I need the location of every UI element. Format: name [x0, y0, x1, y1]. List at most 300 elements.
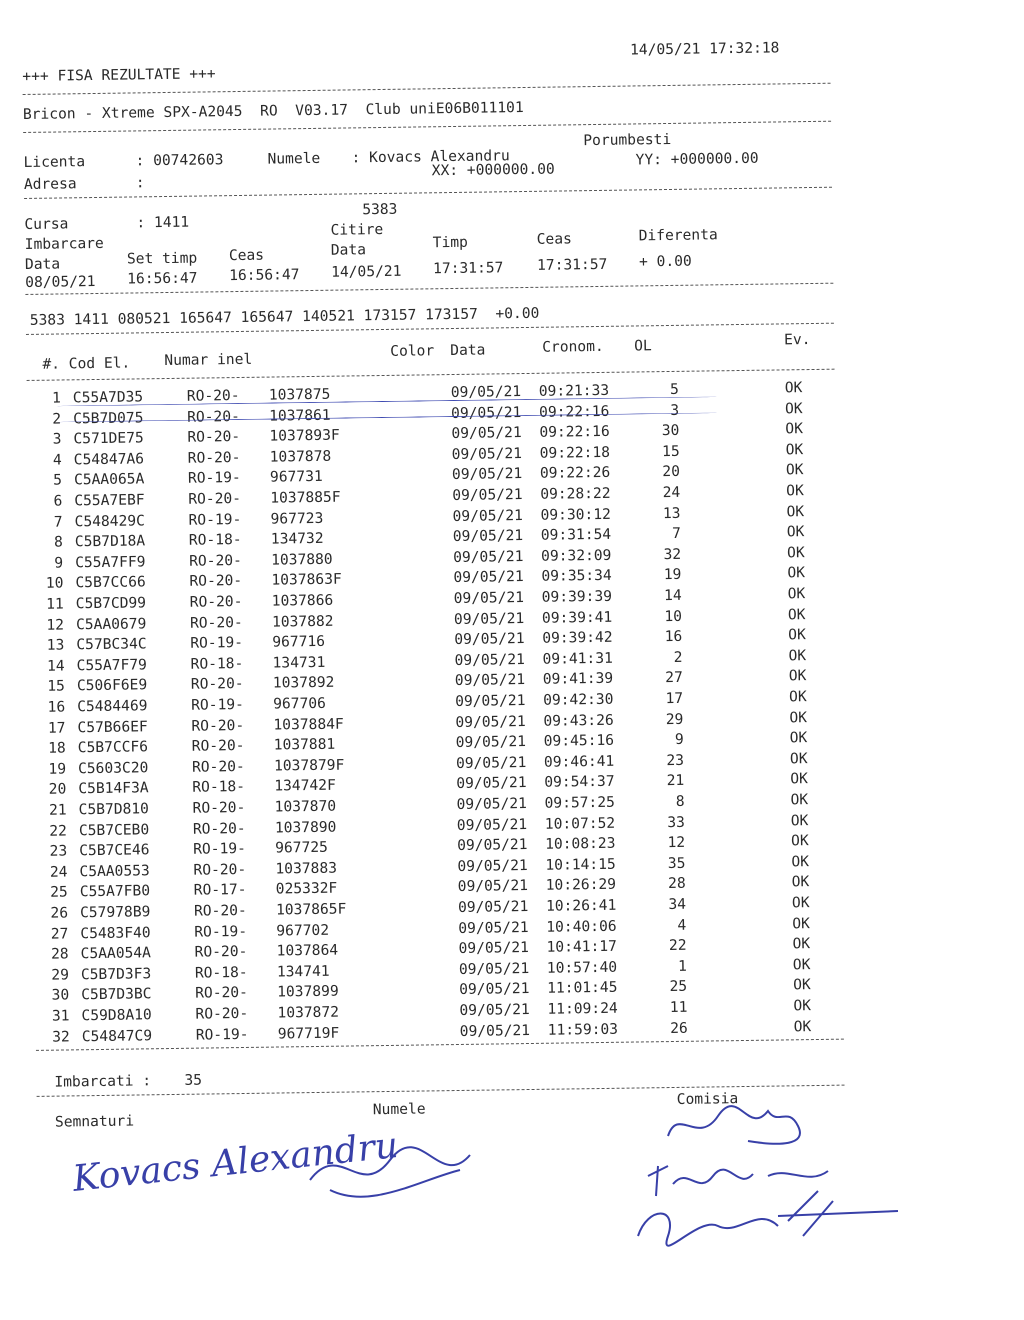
cod-el: C54847C9 — [81, 1026, 153, 1045]
row-number: 21 — [48, 801, 67, 819]
arrival-date: 09/05/21 — [453, 547, 524, 566]
ring-number: 1037885F — [270, 488, 341, 507]
imbarcare-data: 08/05/21 — [25, 272, 96, 291]
row-number: 30 — [51, 986, 70, 1005]
handwritten-signature: Kovacs Alexandru — [70, 1125, 400, 1200]
ring-series: RO-18- — [192, 778, 246, 797]
ring-number: 134741 — [276, 962, 330, 981]
ol-rank: 1 — [677, 957, 687, 975]
row-number: 17 — [47, 719, 66, 737]
ring-series: RO-19- — [191, 695, 244, 714]
arrival-time: 09:22:16 — [538, 402, 610, 421]
separator — [23, 83, 831, 95]
arrival-date: 09/05/21 — [452, 506, 523, 525]
cod-el: C5B7D810 — [78, 800, 150, 819]
ev-status: OK — [791, 873, 810, 891]
arrival-time: 09:39:41 — [541, 608, 613, 627]
ev-status: OK — [791, 894, 810, 912]
ol-rank: 28 — [668, 875, 686, 893]
cod-el: C5B14F3A — [78, 779, 149, 798]
citire-label: Citire — [330, 220, 384, 239]
col-diferenta: Diferenta — [638, 226, 718, 245]
arrival-time: 10:57:40 — [546, 958, 618, 977]
arrival-date: 09/05/21 — [450, 403, 522, 422]
row-number: 6 — [53, 492, 63, 510]
row-number: 11 — [46, 595, 64, 613]
ring-number: 1037882 — [271, 612, 334, 631]
cod-el: C55A7FF9 — [75, 553, 146, 572]
cod-el: C5483F40 — [80, 923, 151, 942]
arrival-time: 09:21:33 — [538, 381, 610, 400]
arrival-date: 09/05/21 — [458, 939, 529, 958]
ring-number: 1037880 — [271, 550, 333, 569]
arrival-date: 09/05/21 — [454, 630, 525, 649]
col-ceas2: Ceas — [536, 230, 572, 248]
arrival-date: 09/05/21 — [455, 753, 527, 772]
cod-el: C54847A6 — [73, 450, 145, 469]
arrival-date: 09/05/21 — [451, 424, 522, 443]
imbarcati-value: 35 — [184, 1071, 203, 1089]
ol-rank: 7 — [671, 525, 681, 543]
cod-el: C506F6E9 — [76, 676, 148, 695]
adresa-label: Adresa — [23, 175, 77, 193]
ring-series: RO-19- — [194, 922, 248, 941]
ol-rank: 23 — [666, 751, 685, 769]
ev-status: OK — [786, 523, 805, 541]
ring-number: 967716 — [272, 633, 326, 651]
yy-coordinate: YY: +000000.00 — [635, 149, 759, 169]
arrival-date: 09/05/21 — [450, 383, 522, 402]
ev-status: OK — [792, 914, 810, 932]
col-set-timp: Set timp — [126, 249, 198, 268]
separator — [23, 121, 831, 133]
ring-series: RO-20- — [187, 448, 241, 467]
ring-number: 1037863F — [271, 570, 342, 589]
cod-el: C59D8A10 — [81, 1006, 152, 1025]
ring-number: 1037899 — [277, 983, 339, 1001]
ev-status: OK — [793, 1017, 812, 1035]
cod-el: C5B7D075 — [73, 408, 144, 427]
ol-rank: 34 — [668, 895, 687, 914]
ring-series: RO-20- — [191, 737, 245, 755]
row-number: 20 — [48, 780, 67, 799]
table-header-nr: #. Cod El. — [42, 354, 131, 373]
arrival-time: 09:45:16 — [543, 731, 615, 750]
ring-number: 1037864 — [276, 941, 339, 960]
ol-rank: 16 — [664, 628, 683, 646]
ev-status: OK — [791, 852, 810, 871]
ring-series: RO-19- — [193, 840, 247, 858]
ol-rank: 24 — [662, 483, 681, 502]
arrival-date: 09/05/21 — [453, 589, 525, 608]
ev-status: OK — [792, 935, 811, 953]
imbarcare-set-timp: 16:56:47 — [127, 269, 198, 288]
numele-label: Numele — [267, 149, 321, 168]
row-number: 32 — [52, 1028, 70, 1046]
arrival-date: 09/05/21 — [458, 918, 529, 937]
ol-rank: 5 — [669, 380, 679, 398]
row-number: 19 — [48, 760, 67, 778]
ol-rank: 29 — [665, 710, 684, 728]
arrival-time: 09:54:37 — [544, 773, 615, 792]
ring-series: RO-20- — [187, 428, 241, 446]
ring-number: 1037870 — [274, 797, 337, 816]
arrival-time: 09:42:30 — [543, 690, 614, 709]
ol-rank: 35 — [667, 854, 686, 872]
arrival-date: 09/05/21 — [453, 609, 525, 628]
col-timp: Timp — [432, 233, 469, 252]
cod-el: C548429C — [74, 511, 145, 530]
arrival-date: 09/05/21 — [457, 898, 529, 916]
ring-number: 025332F — [275, 880, 338, 898]
arrival-time: 11:01:45 — [547, 979, 618, 998]
ev-status: OK — [793, 997, 812, 1015]
ol-rank: 27 — [665, 669, 683, 687]
imbarcati-label: Imbarcati : — [54, 1072, 152, 1091]
ev-status: OK — [789, 749, 808, 768]
col-data: Data — [24, 255, 61, 273]
citire-ceas: 17:31:57 — [536, 255, 608, 274]
arrival-date: 09/05/21 — [454, 671, 526, 690]
ring-number: 1037861 — [269, 406, 331, 425]
ring-series: RO-20- — [192, 798, 246, 817]
table-header-cronom: Cronom. — [542, 337, 604, 356]
row-number: 1 — [51, 389, 61, 407]
row-number: 3 — [52, 430, 62, 448]
licenta-value: : 00742603 — [135, 151, 224, 170]
commission-signatures — [628, 1096, 908, 1256]
ev-status: OK — [787, 585, 806, 603]
arrival-date: 09/05/21 — [452, 527, 524, 546]
ol-rank: 26 — [670, 1019, 688, 1037]
arrival-date: 09/05/21 — [456, 774, 527, 793]
ol-rank: 32 — [663, 545, 682, 563]
ring-series: RO-19- — [187, 469, 241, 488]
ev-status: OK — [788, 626, 806, 644]
ring-series: RO-20- — [186, 386, 240, 405]
sheet-title: +++ FISA REZULTATE +++ — [22, 65, 216, 85]
ring-number: 1037883 — [275, 859, 338, 878]
row-number: 15 — [47, 677, 66, 696]
numele-signature-label: Numele — [372, 1100, 426, 1119]
row-number: 4 — [52, 451, 62, 469]
ring-series: RO-17- — [193, 881, 247, 900]
separator — [24, 187, 832, 199]
arrival-time: 09:43:26 — [543, 711, 614, 730]
row-number: 8 — [53, 533, 63, 551]
arrival-time: 09:41:31 — [542, 649, 613, 668]
ring-series: RO-20- — [195, 984, 249, 1003]
cod-el: C5B7D3F3 — [80, 965, 152, 984]
ol-rank: 33 — [667, 813, 685, 831]
arrival-date: 09/05/21 — [451, 465, 523, 484]
arrival-date: 09/05/21 — [455, 712, 526, 731]
ol-rank: 20 — [662, 463, 681, 481]
cod-el: C5603C20 — [77, 759, 149, 778]
arrival-time: 09:22:26 — [539, 464, 611, 483]
cod-el: C5B7CE46 — [79, 841, 150, 860]
ring-number: 1037893F — [269, 426, 340, 445]
arrival-date: 09/05/21 — [459, 1021, 531, 1040]
table-header-ol: OL — [634, 337, 652, 355]
row-number: 28 — [50, 945, 69, 963]
row-number: 7 — [53, 513, 63, 531]
cod-el: C5B7D18A — [74, 532, 146, 551]
locality: Porumbesti — [583, 130, 672, 150]
ev-status: OK — [791, 832, 809, 850]
ol-rank: 3 — [670, 401, 680, 419]
arrival-date: 09/05/21 — [458, 959, 530, 978]
ev-status: OK — [792, 955, 811, 974]
ring-number: 1037865F — [275, 900, 347, 919]
ol-rank: 15 — [661, 442, 680, 460]
ol-rank: 8 — [675, 792, 685, 810]
ev-status: OK — [788, 646, 807, 665]
ev-status: OK — [785, 420, 804, 438]
row-number: 10 — [45, 574, 64, 593]
ring-series: RO-20- — [194, 943, 248, 961]
row-number: 18 — [48, 739, 66, 757]
ol-rank: 4 — [677, 916, 687, 934]
row-number: 27 — [50, 925, 69, 943]
col-ceas: Ceas — [228, 246, 265, 265]
arrival-date: 09/05/21 — [459, 980, 530, 999]
arrival-time: 09:35:34 — [541, 567, 612, 586]
cod-el: C55A7EBF — [74, 491, 145, 510]
ring-number: 967719F — [277, 1024, 340, 1043]
cod-el: C5B7D3BC — [81, 985, 152, 1004]
ring-series: RO-20- — [189, 551, 242, 570]
ring-series: RO-20- — [193, 901, 247, 920]
ring-number: 134742F — [274, 777, 336, 795]
print-timestamp: 14/05/21 17:32:18 — [629, 39, 780, 59]
col-data2: Data — [330, 241, 367, 259]
ring-number: 1037881 — [273, 735, 336, 754]
ring-number: 1037884F — [273, 715, 344, 734]
citire-data: 14/05/21 — [331, 262, 402, 281]
ring-series: RO-18- — [190, 654, 244, 673]
ol-rank: 25 — [669, 978, 688, 996]
arrival-time: 11:59:03 — [547, 1020, 619, 1039]
licenta-label: Licenta — [23, 153, 86, 171]
ring-number: 967725 — [275, 838, 329, 857]
table-header-ev: Ev. — [784, 331, 811, 349]
arrival-time: 10:40:06 — [546, 917, 617, 936]
ring-series: RO-20- — [189, 572, 243, 591]
ring-number: 134732 — [270, 530, 324, 548]
separator — [27, 369, 835, 381]
xx-coordinate: XX: +000000.00 — [431, 160, 555, 180]
count-top: 5383 — [362, 200, 398, 219]
ev-status: OK — [788, 667, 807, 685]
ev-status: OK — [785, 440, 804, 459]
cod-el: C5484469 — [77, 697, 148, 716]
arrival-time: 09:39:39 — [541, 587, 613, 606]
ring-number: 967731 — [269, 468, 323, 486]
row-number: 23 — [49, 842, 68, 860]
ring-number: 1037879F — [273, 756, 345, 775]
row-number: 16 — [47, 698, 66, 716]
arrival-time: 09:30:12 — [540, 505, 611, 524]
ol-rank: 22 — [668, 936, 687, 955]
ring-number: 1037872 — [277, 1003, 340, 1022]
row-number: 13 — [46, 636, 65, 654]
arrival-time: 10:41:17 — [546, 937, 617, 956]
adresa-value: : — [135, 174, 145, 192]
ring-series: RO-20- — [188, 489, 242, 508]
cod-el: C55A7FB0 — [79, 882, 151, 901]
ev-status: OK — [787, 564, 806, 582]
ring-series: RO-19- — [188, 510, 242, 529]
ev-status: OK — [785, 461, 804, 479]
arrival-date: 09/05/21 — [459, 1001, 530, 1019]
cod-el: C5AA065A — [73, 470, 145, 489]
arrival-date: 09/05/21 — [457, 836, 528, 855]
row-number: 26 — [50, 904, 69, 922]
comisia-label: Comisia — [676, 1090, 739, 1108]
ring-number: 1037866 — [271, 591, 334, 610]
ev-status: OK — [786, 482, 804, 500]
table-header-data: Data — [450, 341, 486, 360]
row-number: 9 — [54, 554, 64, 572]
arrival-time: 10:14:15 — [545, 855, 616, 874]
ring-series: RO-20- — [189, 613, 243, 632]
arrival-date: 09/05/21 — [457, 877, 529, 896]
cod-el: C5B7CCF6 — [77, 738, 149, 757]
arrival-time: 09:31:54 — [540, 526, 612, 544]
cod-el: C5AA0679 — [75, 614, 147, 633]
arrival-time: 10:08:23 — [545, 834, 616, 853]
ring-series: RO-20- — [187, 407, 240, 426]
ring-series: RO-20- — [190, 675, 244, 694]
arrival-date: 09/05/21 — [454, 650, 525, 669]
arrival-date: 09/05/21 — [456, 795, 527, 814]
ol-rank: 12 — [667, 834, 686, 852]
row-number: 29 — [51, 966, 70, 984]
ring-number: 967702 — [276, 921, 330, 940]
ev-status: OK — [789, 729, 808, 747]
ring-number: 1037890 — [274, 818, 337, 837]
ev-status: OK — [784, 379, 803, 397]
cod-el: C57B66EF — [77, 717, 148, 736]
ring-number: 967706 — [273, 694, 326, 713]
ev-status: OK — [787, 605, 806, 623]
ev-status: OK — [793, 976, 811, 994]
arrival-time: 09:41:39 — [542, 670, 614, 689]
cod-el: C5AA054A — [80, 944, 152, 963]
arrival-date: 09/05/21 — [455, 692, 526, 711]
ring-series: RO-19- — [195, 1025, 249, 1044]
row-number: 24 — [49, 863, 68, 881]
ring-number: 1037875 — [268, 385, 331, 404]
cod-el: C5B7CD99 — [75, 594, 147, 613]
cod-el: C5B7CC66 — [75, 573, 146, 592]
arrival-date: 09/05/21 — [452, 486, 523, 505]
ev-status: OK — [788, 688, 807, 706]
arrival-time: 09:22:18 — [539, 443, 611, 462]
ol-rank: 21 — [666, 772, 685, 790]
signature-flourish — [300, 1120, 480, 1210]
row-number: 22 — [49, 822, 68, 840]
imbarcare-label: Imbarcare — [24, 234, 104, 253]
ring-number: 134731 — [272, 653, 326, 672]
row-number: 5 — [53, 471, 63, 489]
ev-status: OK — [784, 399, 803, 417]
ol-rank: 13 — [662, 504, 681, 522]
arrival-time: 10:26:29 — [545, 876, 617, 895]
ring-series: RO-20- — [192, 819, 246, 838]
ev-status: OK — [790, 770, 808, 788]
ol-rank: 17 — [665, 689, 684, 708]
ol-rank: 10 — [664, 607, 683, 625]
row-number: 12 — [46, 616, 65, 634]
arrival-time: 10:07:52 — [544, 814, 616, 833]
arrival-time: 09:57:25 — [544, 793, 615, 812]
ring-series: RO-20- — [193, 860, 247, 879]
arrival-time: 09:46:41 — [543, 752, 615, 771]
row-number: 2 — [52, 410, 62, 428]
citire-timp: 17:31:57 — [432, 259, 504, 278]
ev-status: OK — [786, 543, 805, 562]
citire-diferenta: + 0.00 — [638, 252, 692, 271]
ev-status: OK — [790, 811, 809, 829]
row-number: 31 — [51, 1007, 70, 1025]
semnaturi-label: Semnaturi — [54, 1112, 135, 1131]
ring-series: RO-18- — [188, 531, 242, 549]
arrival-time: 09:32:09 — [540, 546, 612, 565]
arrival-time: 09:22:16 — [539, 423, 610, 442]
ring-number: 1037878 — [269, 447, 332, 466]
cod-el: C55A7F79 — [76, 656, 148, 675]
printout — [22, 39, 834, 1131]
arrival-date: 09/05/21 — [453, 568, 524, 587]
cod-el: C57978B9 — [79, 903, 151, 922]
ring-series: RO-20- — [189, 592, 243, 611]
ring-number: 967723 — [270, 509, 324, 528]
ring-series: RO-19- — [190, 634, 244, 652]
ring-series: RO-18- — [194, 963, 248, 982]
arrival-time: 09:39:42 — [542, 629, 613, 647]
arrival-date: 09/05/21 — [456, 815, 528, 834]
ev-status: OK — [786, 502, 805, 520]
ring-series: RO-20- — [195, 1004, 249, 1023]
code-line: 5383 1411 080521 165647 165647 140521 173157 173157 +0.00 — [29, 304, 540, 329]
ol-rank: 2 — [673, 648, 683, 666]
table-header-color: Color — [390, 342, 435, 360]
arrival-time: 09:28:22 — [540, 484, 611, 503]
cursa-value: : 1411 — [136, 213, 190, 232]
ol-rank: 9 — [674, 731, 684, 749]
imbarcare-ceas: 16:56:47 — [229, 266, 300, 285]
ring-series: RO-20- — [191, 716, 245, 735]
arrival-time: 11:09:24 — [547, 999, 618, 1018]
cod-el: C5AA0553 — [79, 862, 150, 881]
ol-rank: 19 — [663, 566, 682, 584]
arrival-date: 09/05/21 — [457, 856, 528, 875]
row-number: 14 — [46, 657, 65, 675]
cod-el: C5B7CEB0 — [78, 820, 150, 839]
ev-status: OK — [789, 708, 808, 726]
device-line: Bricon - Xtreme SPX-A2045 RO V03.17 Club uniE06B011101 — [22, 99, 524, 123]
arrival-date: 09/05/21 — [451, 444, 523, 463]
row-number: 25 — [50, 883, 68, 902]
ol-rank: 11 — [669, 998, 688, 1017]
ol-rank: 30 — [661, 422, 680, 440]
cursa-label: Cursa — [24, 215, 69, 233]
cod-el: C571DE75 — [73, 429, 144, 448]
cod-el: C57BC34C — [76, 635, 147, 654]
ring-series: RO-20- — [191, 757, 245, 776]
